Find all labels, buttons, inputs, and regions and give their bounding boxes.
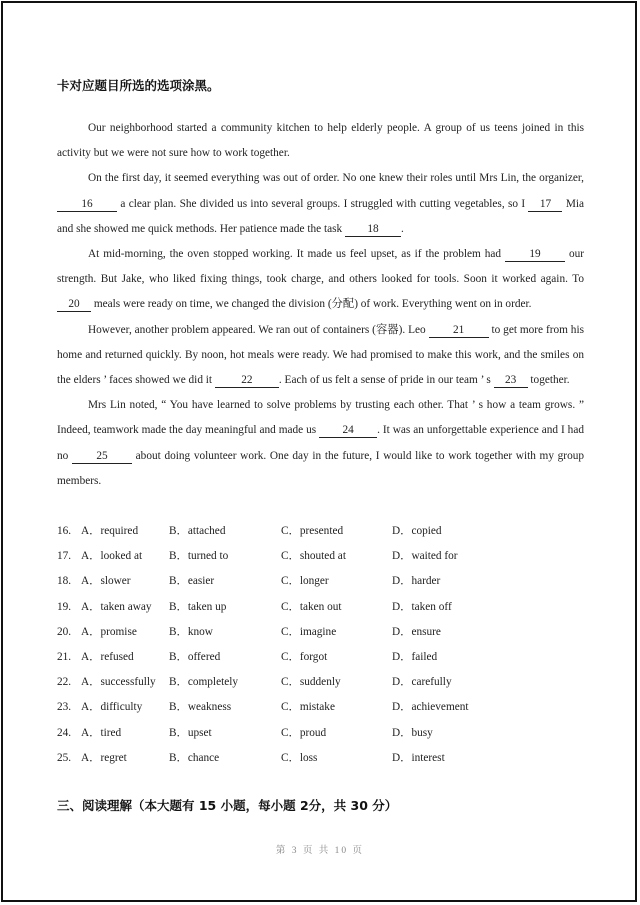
page-number: 第 3 页 共 10 页 — [275, 846, 365, 856]
paragraph-text: together. — [530, 374, 570, 387]
paragraph-4 — [57, 318, 584, 394]
paragraph-1 — [57, 116, 584, 166]
options-list — [57, 519, 597, 771]
paragraph-text: At mid-morning, the oven stopped working. It made us feel upset, as if the problem had — [88, 248, 502, 261]
option-c: C．mistake — [281, 701, 335, 714]
option-a: A．taken away — [81, 600, 152, 613]
blank-21: 21 — [429, 324, 489, 338]
question-number: 18. — [57, 575, 72, 588]
paragraph-text: Our neighborhood started a community kitchen to help elderly people. A group of us teens joined in this activity but we were not sure how to work together. — [57, 122, 584, 160]
option-b: B．completely — [169, 676, 239, 689]
option-row-21 — [57, 645, 597, 670]
question-number: 19. — [57, 600, 72, 613]
option-b: B．upset — [169, 726, 212, 739]
paragraph-text: meals were ready on time, we changed the division (分配) of work. Everything went on in order. — [93, 298, 532, 311]
option-a: A．required — [81, 525, 139, 537]
option-c: C．suddenly — [281, 676, 341, 689]
blank-25: 25 — [72, 450, 132, 464]
blank-19: 19 — [505, 248, 565, 262]
paragraph-text: On the first day, it seemed everything was out of order. No one knew their roles until Mrs Lin, the organizer, — [88, 172, 584, 185]
option-row-22 — [57, 670, 597, 695]
instruction-tail: 卡对应题目所选的选项涂黑。 — [57, 78, 220, 93]
paragraph-text: about doing volunteer work. One day in the future, I would like to work together with my group members. — [57, 449, 585, 487]
paragraph-5 — [57, 393, 584, 494]
option-a: A．slower — [81, 575, 131, 588]
blank-24: 24 — [319, 424, 377, 438]
blank-20: 20 — [57, 298, 91, 312]
option-a: A．successfully — [81, 676, 156, 689]
option-row-20 — [57, 620, 597, 645]
option-a: A．refused — [81, 650, 134, 663]
option-row-25 — [57, 746, 597, 771]
question-number: 25. — [57, 751, 72, 764]
option-a: A．promise — [81, 625, 137, 638]
option-d: D．achievement — [392, 701, 469, 714]
paragraph-text: . Each of us felt a sense of pride in our team ’ s — [278, 374, 491, 387]
paragraph-text: Mia and she showed me quick methods. Her patience made the task — [57, 197, 585, 235]
option-row-23 — [57, 695, 597, 720]
option-b: B．know — [169, 625, 213, 638]
paragraph-text: . It was an unforgettable experience and I had no — [57, 424, 584, 462]
option-b: B．chance — [169, 751, 220, 764]
option-b: B．offered — [169, 650, 221, 663]
paragraph-text: . — [401, 222, 404, 235]
option-d: D．carefully — [392, 676, 452, 689]
paragraph-text: a clear plan. She divided us into several groups. I struggled with cutting vegetables, so I — [120, 197, 526, 210]
option-c: C．taken out — [281, 600, 342, 613]
option-b: B．taken up — [169, 600, 227, 613]
option-d: D．failed — [392, 650, 438, 663]
option-a: A．regret — [81, 751, 127, 764]
question-number: 22. — [57, 676, 72, 689]
question-number: 23. — [57, 701, 72, 714]
question-number: 24. — [57, 726, 72, 739]
question-number: 21. — [57, 650, 72, 663]
paragraph-text: Mrs Lin noted, “ You have learned to solve problems by trusting each other. That ’ s how a team grows. ” Indeed, teamwork made the day meaningful and made us — [57, 399, 584, 437]
option-c: C．presented — [281, 525, 344, 537]
option-a: A．tired — [81, 726, 122, 739]
blank-23: 23 — [494, 374, 528, 388]
option-c: C．imagine — [281, 625, 337, 638]
option-b: B．turned to — [169, 550, 229, 563]
option-row-17 — [57, 544, 597, 569]
option-row-24 — [57, 721, 597, 746]
paragraph-text: However, another problem appeared. We ran out of containers (容器). Leo — [88, 323, 426, 336]
option-c: C．longer — [281, 575, 329, 588]
section-heading: 三、阅读理解（本大题有 15 小题，每小题 2分，共 30 分） — [57, 798, 398, 813]
option-d: D．interest — [392, 751, 445, 764]
option-row-18 — [57, 569, 597, 594]
paragraph-2 — [57, 166, 584, 242]
option-d: D．copied — [392, 525, 442, 537]
option-row-16 — [57, 519, 597, 544]
paragraph-text: our strength. But Jake, who liked fixing things, took charge, and others looked for tools. Soon it worked again. To — [57, 248, 585, 286]
option-d: D．harder — [392, 575, 441, 588]
blank-18: 18 — [345, 223, 401, 237]
blank-17: 17 — [528, 198, 562, 212]
paragraph-3 — [57, 242, 584, 318]
question-number: 16. — [57, 525, 72, 537]
question-number: 17. — [57, 550, 72, 563]
option-b: B．attached — [169, 525, 226, 537]
question-number: 20. — [57, 625, 72, 638]
option-a: A．looked at — [81, 550, 143, 563]
option-c: C．shouted at — [281, 550, 346, 563]
option-a: A．difficulty — [81, 701, 143, 714]
option-d: D．waited for — [392, 550, 458, 563]
blank-22: 22 — [215, 374, 279, 388]
option-c: C．proud — [281, 726, 327, 739]
option-c: C．forgot — [281, 650, 328, 663]
blank-16: 16 — [57, 198, 117, 212]
option-d: D．busy — [392, 726, 433, 739]
cloze-passage — [57, 116, 584, 494]
option-d: D．taken off — [392, 600, 452, 613]
paragraph-text: to get more from his home and returned quickly. By noon, hot meals were ready. We had promised to make this work, and the smiles on the elders ’ faces showed we did it — [57, 323, 584, 387]
option-b: B．easier — [169, 575, 215, 588]
option-c: C．loss — [281, 751, 318, 764]
option-d: D．ensure — [392, 625, 441, 638]
option-row-19 — [57, 595, 597, 620]
option-b: B．weakness — [169, 701, 232, 714]
